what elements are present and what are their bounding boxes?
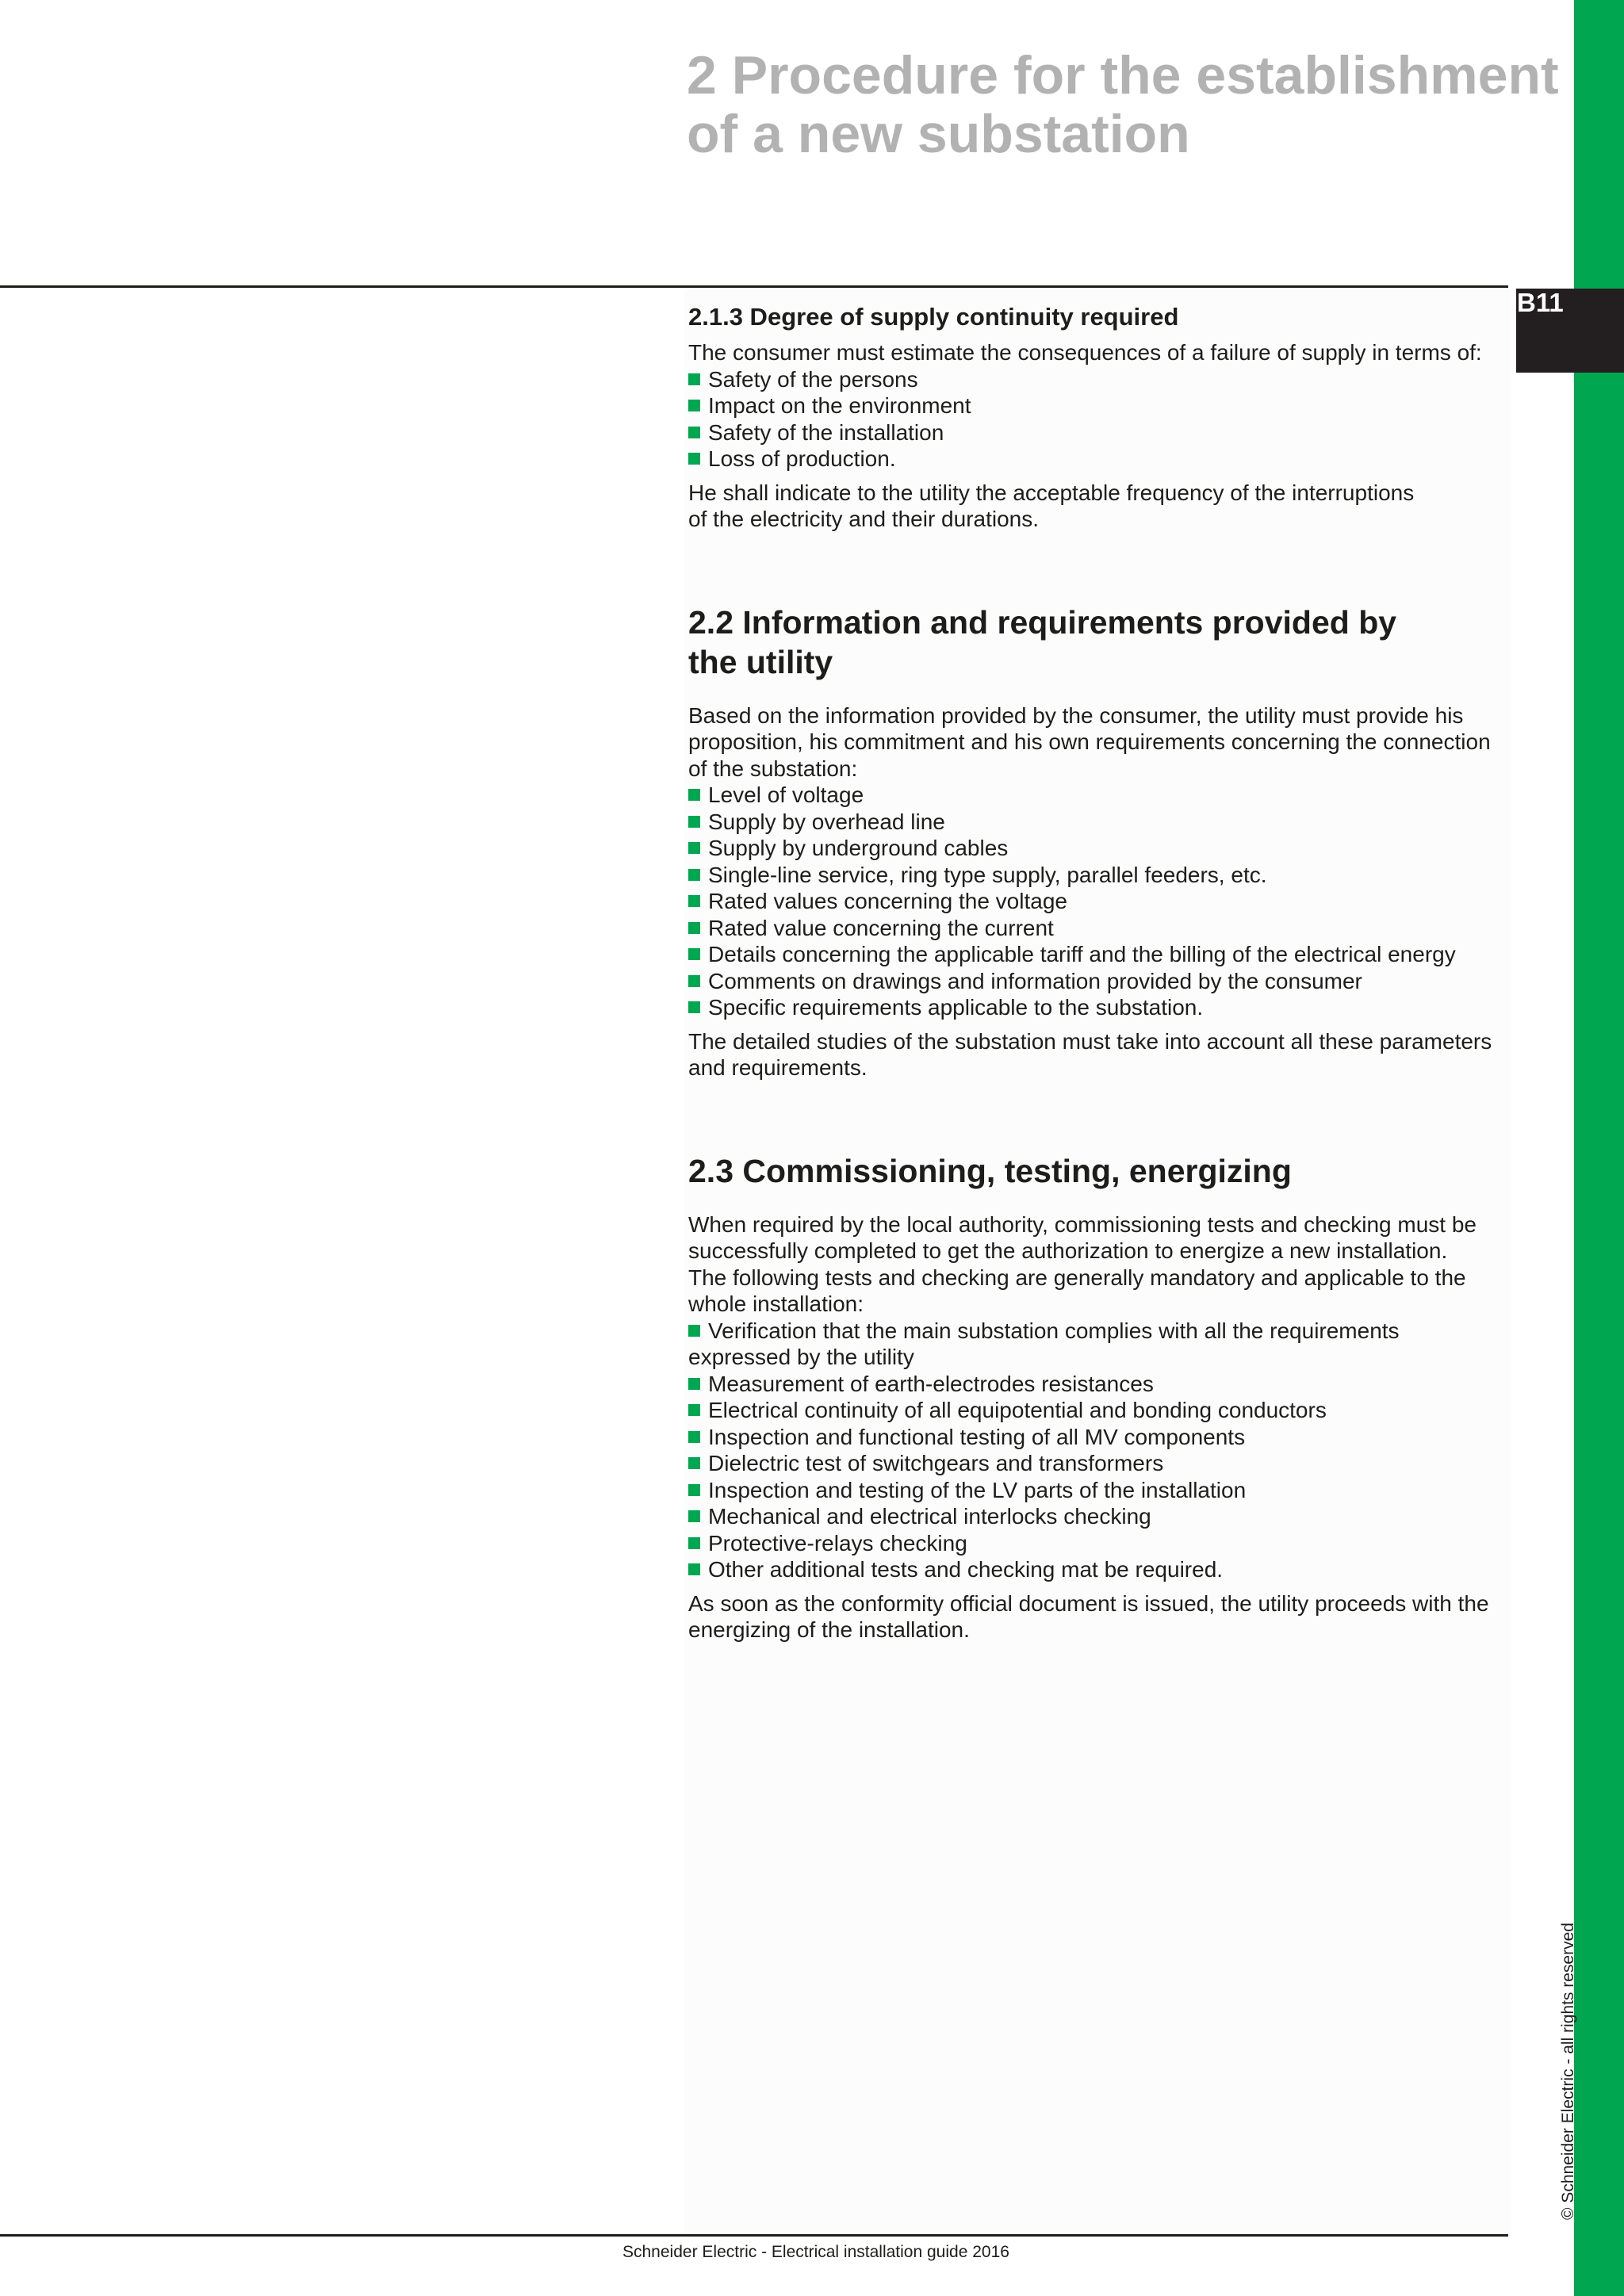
list-item: Rated value concerning the current xyxy=(688,915,1505,942)
list-item: Other additional tests and checking mat be required. xyxy=(688,1556,1505,1583)
bullet-square-icon xyxy=(688,975,700,987)
list-item: Details concerning the applicable tariff and the billing of the electrical energy xyxy=(688,941,1505,968)
list-item: Impact on the environment xyxy=(688,392,1505,419)
copyright-notice: © Schneider Electric - all rights reserved xyxy=(1559,1923,1577,2220)
page-tab xyxy=(1516,289,1624,373)
list-item: Rated values concerning the voltage xyxy=(688,888,1505,915)
footer-rule xyxy=(0,2234,1508,2237)
list-item: Comments on drawings and information provided by the consumer xyxy=(688,968,1505,995)
bullet-square-icon xyxy=(688,922,700,934)
section-2-2-intro: Based on the information provided by the consumer, the utility must provide his proposition, his commitment and his own requirements concerning the connection of the substation: xyxy=(688,702,1491,781)
section-2-3 xyxy=(688,1151,1505,1644)
bullet-square-icon xyxy=(688,1537,700,1549)
bullet-square-icon xyxy=(688,948,700,960)
bullet-square-icon xyxy=(688,842,700,854)
list-item: Level of voltage xyxy=(688,782,1505,809)
list-item: Dielectric test of switchgears and transformers xyxy=(688,1450,1505,1477)
bullet-square-icon xyxy=(688,895,700,907)
list-item: Safety of the installation xyxy=(688,419,1505,446)
bullet-square-icon xyxy=(688,1563,700,1575)
list-item: Specific requirements applicable to the substation. xyxy=(688,994,1505,1021)
section-2-1-3-list xyxy=(688,366,1505,473)
bullet-square-icon xyxy=(688,1484,700,1496)
bullet-square-icon xyxy=(688,400,700,411)
list-item: Protective-relays checking xyxy=(688,1530,1505,1557)
list-item: Mechanical and electrical interlocks checking xyxy=(688,1503,1505,1530)
list-item: Single-line service, ring type supply, parallel feeders, etc. xyxy=(688,862,1505,889)
section-2-2 xyxy=(688,603,1505,1081)
bullet-square-icon xyxy=(688,789,700,801)
section-2-1-3 xyxy=(688,301,1505,533)
bullet-square-icon xyxy=(688,1510,700,1522)
bullet-square-icon xyxy=(688,1001,700,1013)
list-item: Inspection and testing of the LV parts of the installation xyxy=(688,1477,1505,1504)
bullet-square-icon xyxy=(688,1404,700,1416)
bullet-square-icon xyxy=(688,427,700,438)
list-item: Supply by underground cables xyxy=(688,835,1505,862)
bullet-square-icon xyxy=(688,1457,700,1469)
page-content xyxy=(688,301,1505,1644)
section-2-3-list xyxy=(688,1318,1505,1583)
bullet-square-icon xyxy=(688,373,700,385)
page-footer: Schneider Electric - Electrical installation guide 2016 xyxy=(622,2243,1009,2261)
list-item: Inspection and functional testing of all MV components xyxy=(688,1424,1505,1451)
list-item: Loss of production. xyxy=(688,446,1505,473)
bullet-square-icon xyxy=(688,1431,700,1443)
bullet-square-icon xyxy=(688,816,700,828)
section-2-2-closing: The detailed studies of the substation must take into account all these parameters and requirements. xyxy=(688,1028,1492,1080)
header-rule xyxy=(0,285,1508,288)
section-2-3-intro-1: When required by the local authority, commissioning tests and checking must be successfully completed to get the authorization to energize a new installation. xyxy=(688,1211,1477,1263)
section-2-2-heading: 2.2 Information and requirements provided by the utility xyxy=(688,603,1397,680)
section-2-1-3-heading: 2.1.3 Degree of supply continuity required xyxy=(688,303,1179,331)
bullet-square-icon xyxy=(688,869,700,881)
chapter-title: 2 Procedure for the establishment of a new substation xyxy=(687,45,1559,164)
list-item: Electrical continuity of all equipotential and bonding conductors xyxy=(688,1397,1505,1424)
section-2-1-3-intro: The consumer must estimate the consequences of a failure of supply in terms of: xyxy=(688,340,1482,365)
section-2-3-heading: 2.3 Commissioning, testing, energizing xyxy=(688,1152,1292,1189)
list-item: Measurement of earth-electrodes resistances xyxy=(688,1371,1505,1398)
page-tab-label: B11 xyxy=(1517,288,1564,317)
section-2-3-intro-2: The following tests and checking are generally mandatory and applicable to the whole installation: xyxy=(688,1265,1466,1316)
section-2-3-closing: As soon as the conformity official document is issued, the utility proceeds with the energizing of the installation. xyxy=(688,1590,1489,1642)
list-item: Verification that the main substation complies with all the requirements expressed by the utility xyxy=(688,1318,1400,1369)
list-item: Supply by overhead line xyxy=(688,809,1505,836)
section-2-1-3-closing: He shall indicate to the utility the acceptable frequency of the interruptions of the electricity and their durations. xyxy=(688,480,1415,531)
section-2-2-list xyxy=(688,782,1505,1021)
bullet-square-icon xyxy=(688,453,700,465)
list-item: Safety of the persons xyxy=(688,366,1505,393)
bullet-square-icon xyxy=(688,1378,700,1390)
bullet-square-icon xyxy=(688,1325,700,1337)
